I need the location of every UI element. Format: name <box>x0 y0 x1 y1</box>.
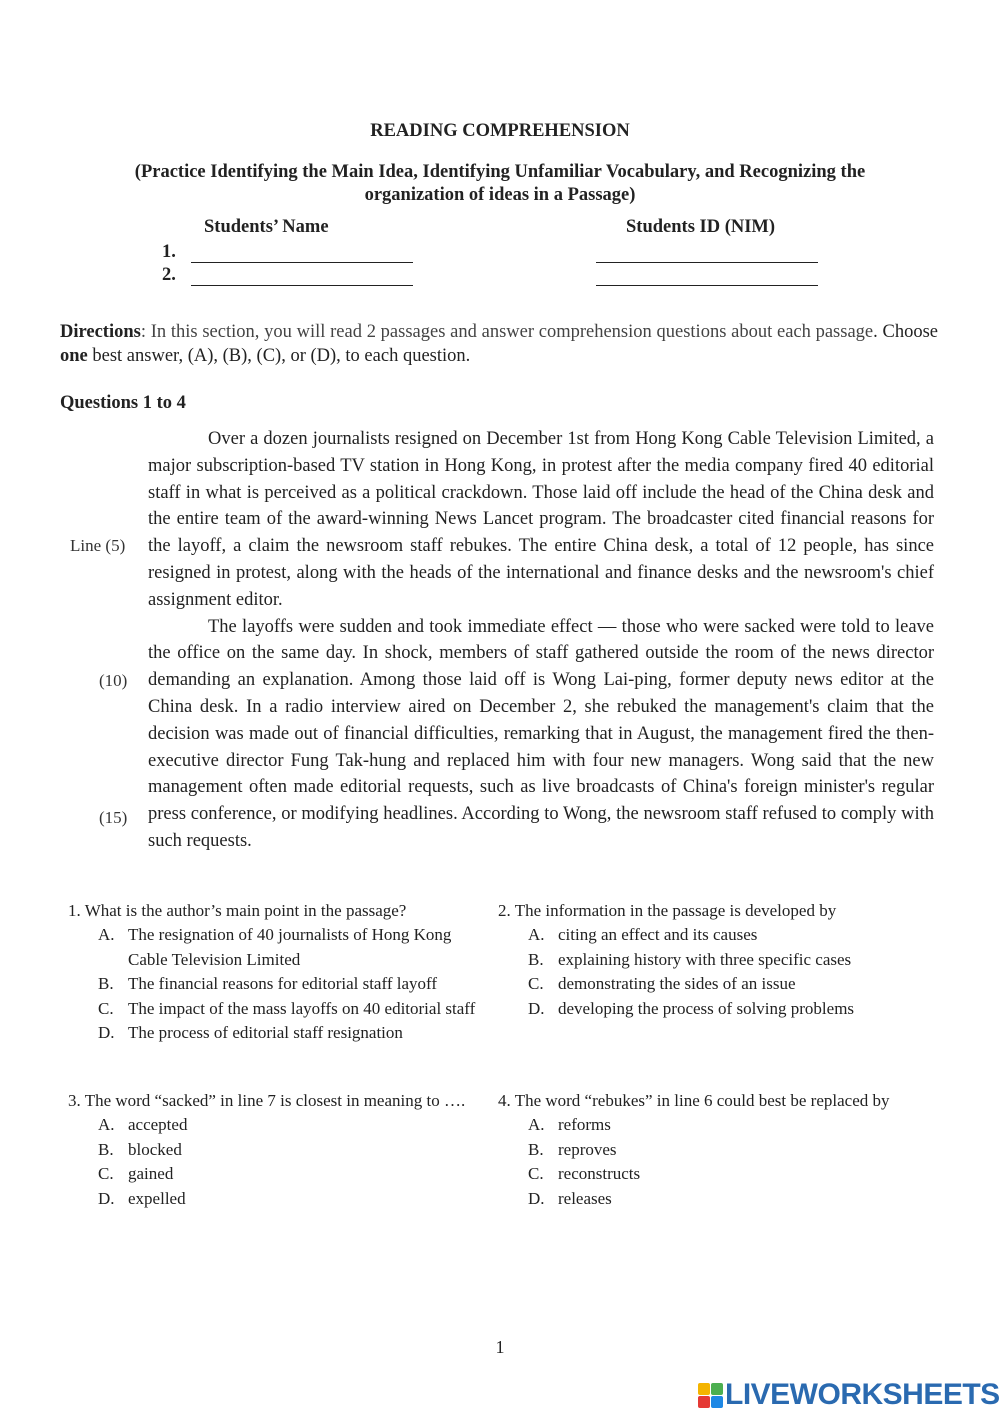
question-1 <box>68 899 488 1045</box>
option-letter: B. <box>98 974 114 994</box>
option-letter: A. <box>98 925 115 945</box>
option-letter: A. <box>98 1115 115 1135</box>
option-text: The impact of the mass layoffs on 40 editorial staff <box>128 998 476 1018</box>
question-3-stem: 3. The word “sacked” in line 7 is closest in meaning to …. <box>68 1091 466 1110</box>
option-text: reforms <box>558 1115 611 1135</box>
option-letter: D. <box>528 1188 545 1208</box>
question-2-option-b[interactable] <box>528 948 938 972</box>
line-number-15: (15) <box>99 808 128 827</box>
question-4-option-c[interactable] <box>528 1162 938 1186</box>
passage <box>148 426 934 855</box>
question-1-option-b[interactable] <box>98 972 488 996</box>
option-text: expelled <box>128 1188 186 1208</box>
option-text: citing an effect and its causes <box>558 925 758 945</box>
name-field-2[interactable] <box>191 285 413 286</box>
logo-square-icon <box>698 1396 710 1408</box>
question-3-option-a[interactable] <box>98 1113 488 1137</box>
students-name-label: Students’ Name <box>204 217 329 237</box>
question-4-option-d[interactable] <box>528 1187 938 1211</box>
liveworksheets-logo[interactable] <box>698 1378 1000 1412</box>
question-2-option-a[interactable] <box>528 923 938 947</box>
option-letter: B. <box>528 1139 544 1159</box>
option-letter: C. <box>528 974 544 994</box>
option-letter: A. <box>528 925 545 945</box>
option-letter: D. <box>98 1023 115 1043</box>
logo-square-icon <box>711 1396 723 1408</box>
question-4 <box>498 1089 938 1211</box>
passage-paragraph-2: The layoffs were sudden and took immediate effect — those who were sacked were told to leave the office on the same day. In shock, members of staff gathered outside the room of the news director demanding an explanation. Among those laid off is Wong Lai-ping, former deputy news editor at the China desk. In a radio interview aired on December 2, she rebuked the management's claim that the decision was made out of financial difficulties, remarking that in August, the management fired the then-executive director Fung Tak-hung and replaced him with four new managers. Wong said that the new management often made editorial requests, such as live broadcasts of China's foreign minister's regular press conference, or modifying headlines. According to Wong, the newsroom staff refused to comply with such requests. <box>148 616 934 851</box>
page-title: READING COMPREHENSION <box>370 121 630 141</box>
directions <box>60 320 938 368</box>
option-letter: B. <box>98 1139 114 1159</box>
option-text: accepted <box>128 1115 188 1135</box>
question-4-option-a[interactable] <box>528 1113 938 1137</box>
option-text: The process of editorial staff resignation <box>128 1023 403 1043</box>
option-text: explaining history with three specific cases <box>558 949 852 969</box>
students-id-label: Students ID (NIM) <box>626 217 776 237</box>
option-letter: D. <box>528 998 545 1018</box>
directions-label: Directions <box>60 322 141 342</box>
line-number-5: Line (5) <box>70 536 126 555</box>
option-letter: B. <box>528 949 544 969</box>
page-number: 1 <box>495 1337 505 1357</box>
question-3-option-d[interactable] <box>98 1187 488 1211</box>
option-text: The resignation of 40 journalists of Hong Kong Cable Television Limited <box>128 925 452 969</box>
question-2-option-c[interactable] <box>528 972 938 996</box>
row-number-1: 1. <box>162 242 176 262</box>
question-3-option-b[interactable] <box>98 1138 488 1162</box>
directions-text-2: . Choose <box>873 322 939 342</box>
option-letter: C. <box>98 1164 114 1184</box>
question-3 <box>68 1089 488 1211</box>
option-text: reproves <box>558 1139 617 1159</box>
option-text: releases <box>558 1188 612 1208</box>
logo-square-icon <box>698 1383 710 1395</box>
question-1-option-a[interactable] <box>98 923 488 972</box>
option-text: gained <box>128 1164 174 1184</box>
logo-text: LIVEWORKSHEETS <box>725 1378 1000 1411</box>
option-text: reconstructs <box>558 1164 641 1184</box>
question-1-option-c[interactable] <box>98 997 488 1021</box>
id-field-2[interactable] <box>596 285 818 286</box>
line-number-10: (10) <box>99 671 128 690</box>
question-2-option-d[interactable] <box>528 997 938 1021</box>
directions-text-3: best answer, (A), (B), (C), or (D), to each question. <box>87 346 471 366</box>
question-2 <box>498 899 938 1021</box>
passage-paragraph-1: Over a dozen journalists resigned on December 1st from Hong Kong Cable Television Limited, a major subscription-based TV station in Hong Kong, in protest after the media company fired 40 editorial staff in what is perceived as a political crackdown. Those laid off include the head of the China desk and the entire team of the award-winning News Lancet program. The broadcaster cited financial reasons for the layoff, a claim the newsroom staff rebukes. The entire China desk, a total of 12 people, has since resigned in protest, along with the heads of the international and finance desks and the newsroom's chief assignment editor. <box>148 429 934 610</box>
row-number-2: 2. <box>162 265 176 285</box>
question-1-stem: 1. What is the author’s main point in the passage? <box>68 901 407 920</box>
directions-text-1: : In this section, you will read 2 passages and answer comprehension questions about each passage <box>140 322 874 342</box>
option-letter: C. <box>98 998 114 1018</box>
question-1-option-d[interactable] <box>98 1021 488 1045</box>
name-field-1[interactable] <box>191 262 413 263</box>
section-heading: Questions 1 to 4 <box>60 393 186 413</box>
page-subtitle: (Practice Identifying the Main Idea, Identifying Unfamiliar Vocabulary, and Recognizing the organization of ideas in a Passage) <box>134 162 866 205</box>
option-text: developing the process of solving problems <box>558 998 855 1018</box>
option-text: The financial reasons for editorial staff layoff <box>128 974 438 994</box>
logo-square-icon <box>711 1383 723 1395</box>
option-letter: D. <box>98 1188 115 1208</box>
question-3-option-c[interactable] <box>98 1162 488 1186</box>
question-4-option-b[interactable] <box>528 1138 938 1162</box>
option-text: blocked <box>128 1139 182 1159</box>
question-2-stem: 2. The information in the passage is developed by <box>498 901 837 920</box>
option-text: demonstrating the sides of an issue <box>558 974 796 994</box>
option-letter: C. <box>528 1164 544 1184</box>
id-field-1[interactable] <box>596 262 818 263</box>
question-4-stem: 4. The word “rebukes” in line 6 could best be replaced by <box>498 1091 890 1110</box>
logo-icon <box>698 1383 723 1408</box>
option-letter: A. <box>528 1115 545 1135</box>
directions-emphasis: one <box>60 346 88 366</box>
